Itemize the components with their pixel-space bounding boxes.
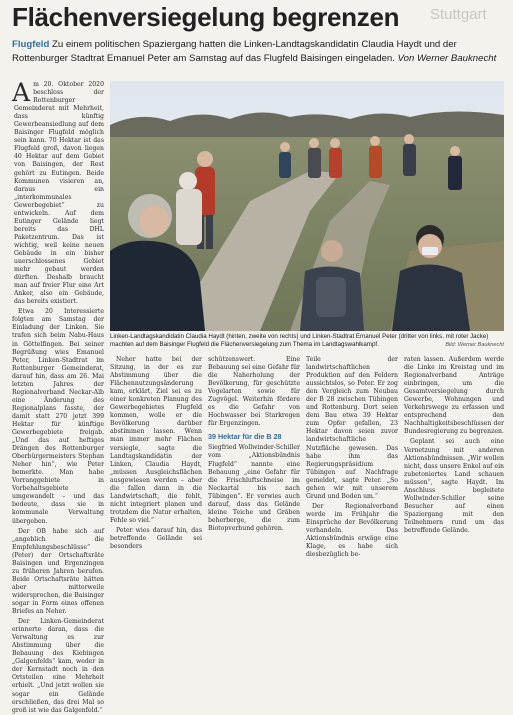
photo-credit: Bild: Werner Bauknecht xyxy=(445,342,504,348)
caption-text: Linken-Landtagskandidatin Claudia Haydt (hinten, zweite von rechts) und Linken-Stadtrat Emanuel Peter (dritter von links, mit roter Jacke) machten auf dem Baisinger Flugfeld die Flächenversiegelung zum Thema im Landtagswahlkampf. xyxy=(110,333,489,348)
article-headline: Flächenversiegelung begrenzen xyxy=(12,2,400,32)
column-3 xyxy=(208,356,300,532)
paragraph: Der OB habe sich auf „angeblich die Empfehlungsbeschlüsse“ (Peter) der Ortschaftsräte Baisingen und Ergenzingen zu früheren Jahren berufen. Beide Ortschaftsräte hätten aber mitterweile widersprochen, die Baisinger sogar in Form eines offenen Briefes an Neher. xyxy=(12,527,104,616)
location-tag: Flugfeld xyxy=(12,39,50,50)
subheading: 39 Hektar für die B 28 xyxy=(208,432,282,442)
paragraph: Neher hatte bei der Sitzung, in der es zur Abstimmung über die Flächennutzungsänderung kam, erklärt, Ziel sei es zu einer konkreten Planung des Gewerbegebietes Flugfeld kommen, wolle er die Bevölkerung darüber abstimmen lassen. Wenn man immer mehr Flächen versiegle, sagte die Landtagskandidatin der Linken, Claudia Haydt, „müssen Ausgleichsflächen ausgewiesen werden – aber die fallen dann in die Landwirtschaft, die fehlt, nicht integriert planen und trotzdem die Natur erhalten, Fehle so viel.“ xyxy=(110,356,202,524)
column-1 xyxy=(12,78,104,714)
bleed-through-text: Stuttgart xyxy=(430,6,487,23)
paragraph: Geplant sei auch eine Vernetzung mit anderen Aktionsbündnissen. „Wir wollen nicht, dass unsere Enkel auf ein zubetoniertes Land schauen müssen“, sagte Haydt. Im Anschluss begleitete Wollwinder-Schiller seine Besucher auf einen Spaziergang mit den Teilnehmern rund um das betreffende Gelände. xyxy=(404,438,504,534)
paragraph: raten lassen. Außerdem werde die Linke im Kreistag und im Regionalverband Anträge einbringen, um die Gesamtversiegelung durch Gewerbe, Wohnungen und Verkehrswege zu erfassen und entsprechend den Nachhaltigkeitsbeschlüssen der Bundesregierung zu begrenzen. xyxy=(404,356,504,436)
paragraph: Teile der landwirtschaftlichen Produktion auf den Feldern aussichtslos, so Peter. Er zog den Vergleich zum Neubau der B 28 zwischen Tübingen und Rottenburg. Dort seien dem Bau etwa 39 Hektar zum Opfer gefallen, 23 Hektar davon seien zuvor landwirtschaftliche Nutzfläche gewesen. Das habe ihm das Regierungspräsidium Tübingen auf Nachfrage gemeldet, sagte Peter. „So gehen wir mit unserem Grund und Boden um.“ xyxy=(306,356,398,500)
column-2 xyxy=(110,356,202,551)
paragraph: Etwa 20 Interessierte folgten am Samstag der Einladung der Linken. Sie trafen sich beim Nabu-Haus in Göttelfingen. Bei seiner Begrüßung wies Emanuel Peter, Linken-Stadtrat im Rottenburger Gemeinderat, darauf hin, dass am 26. Mai letzten Jahres der Regionalverband Neckar-Alb eine Änderung des Regionalplans fasste, der damit statt 270 jetzt 399 Hektar für künftige Gewerbegebiete freigab. „Und das auf heftiges Drängen des Rottenburger Oberbürgermeisters Stephan Neher hin“, wie Peter bemerkte. Man habe Vorranggebiete in Vorbehaltsgebiete umgewandelt – und das bedeute, dass sie in kommunale Verwaltung übergeben. xyxy=(12,308,104,525)
article-photo xyxy=(110,81,504,331)
column-4 xyxy=(306,356,398,559)
paragraph: m 20. Oktober 2020 beschloss der Rottenburger Gemeinderat mit Mehrheit, dass künftig Gewerbeansiedlung auf dem Baisinger Flugfeld möglich sein kann. 70 Hektar ist das Flugfeld groß, davon liegen 40 Hektar auf dem Gebiet von Baisingen, der Rest gehört zu Eutingen. Beide Kommunen visieren an, daraus ein „interkommunales Gewerbegebiet“ zu entwickeln. Auf dem Eutinger Gelände liegt bereits das DHL Paketzentrum. Das ist wichtig, weil keine neuen Gebäude in ein bisher unerschlossenes Gebiet mehr gebaut werden dürften. Deshalb braucht man auf freier Flur eine Art Anker, also ein Gebäude, das bereits existiert. xyxy=(14,81,104,306)
byline: Von Werner Bauknecht xyxy=(397,52,497,64)
column-5 xyxy=(404,356,504,534)
paragraph: Peter wies darauf hin, das betreffende Gelände sei besonders xyxy=(110,526,202,551)
paragraph: Der Regionalverband werde im Frühjahr die Einsprüche der Bevölkerung verhandeln. Das Aktionsbündnis erwäge eine Klage, es habe sich diesbezüglich be- xyxy=(306,502,398,559)
photo-caption xyxy=(110,333,504,349)
paragraph: schützenswert. Eine Bebauung sei eine Gefahr für die Naherholung der Bevölkerung, für geschützte Vogelarten sowie für Zugvögel. Weiterhin fördere es die Gefahr von Hochwasser bei Starkregen für Ergenzingen. xyxy=(208,356,300,428)
drop-cap: A xyxy=(12,78,31,107)
paragraph: Siegfried Wollwinder-Schiller vom „Aktionsbündnis Flugfeld“ nannte eine Bebauung „eine Gefahr für die Frischluftschneise im Neckartal bis nach Tübingen“. Er verwies auch darauf, dass das Gelände kleine Teiche und Gräben beherberge, die zum Biotopverbund gehören. xyxy=(208,444,300,532)
intro-text: Zu einem politischen Spaziergang hatten die Linken-Landtagskandidatin Claudia Haydt und der Rottenburger Stadtrat Emanuel Peter am Samstag auf das Flugfeld Baisingen eingeladen. xyxy=(12,39,457,64)
article-intro xyxy=(12,38,504,65)
paragraph: Der Linken-Gemeinderat erinnerte daran, dass die Verwaltung es zur Abstimmung über die Bebauung des Kiebingen „Galgenfelds“ kam, weder in der Kernstadt noch in den Ortsteilen eine Mehrheit erhielt. „Und jetzt wollen sie sogar ein Gelände erschließen, das drei Mal so groß ist wie das Galgenfeld.“ xyxy=(12,618,104,714)
